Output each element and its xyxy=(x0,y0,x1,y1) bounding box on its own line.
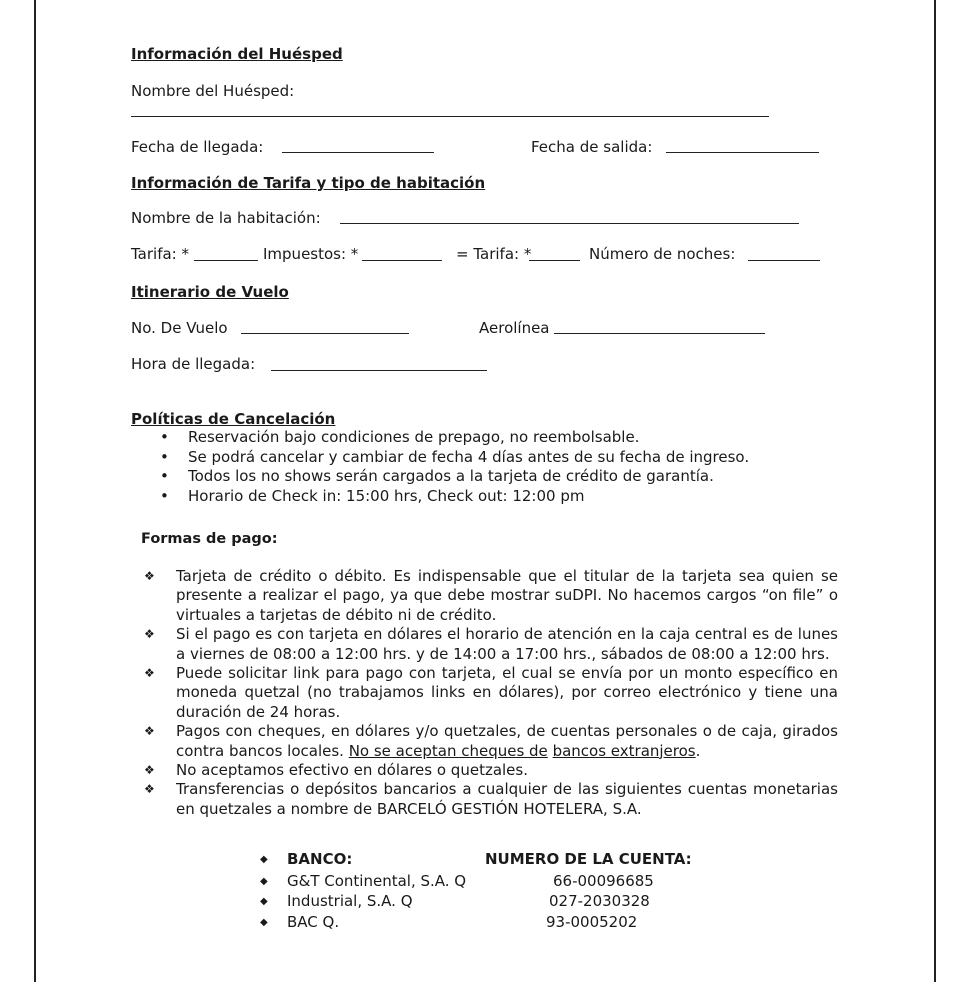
noches-label: Número de noches: xyxy=(589,245,736,263)
account-number: 027-2030328 xyxy=(549,892,650,910)
tarifa-label: Tarifa: * xyxy=(131,245,190,263)
list-item: • Horario de Check in: 15:00 hrs, Check out: 12:00 pm xyxy=(158,487,749,507)
checks-notice-2: bancos extranjeros xyxy=(552,741,696,760)
guest-name-label: Nombre del Huésped: xyxy=(131,82,295,100)
arrival-time-line[interactable] xyxy=(271,370,487,371)
impuestos-line[interactable] xyxy=(362,260,442,261)
airline-label: Aerolínea xyxy=(479,319,550,337)
flight-number-line[interactable] xyxy=(241,333,409,334)
bank-name: Industrial, S.A. Q xyxy=(287,892,413,910)
noches-line[interactable] xyxy=(748,260,820,261)
account-number: 66-00096685 xyxy=(553,872,654,890)
list-item: ❖ Transferencias o depósitos bancarios a cualquier de las siguientes cuentas monetarias en quetzales a nombre de BARCELÓ GESTIÓN HOTELERA, S.A. xyxy=(144,780,838,819)
airline-line[interactable] xyxy=(554,333,765,334)
payment-list xyxy=(144,567,838,819)
guest-name-line[interactable] xyxy=(131,116,769,117)
payment-heading: Formas de pago: xyxy=(141,531,278,547)
checks-text: Pagos con cheques, en dólares y/o quetzales, de cuentas personales o de caja, girados contra bancos locales. xyxy=(176,722,838,760)
list-item xyxy=(144,722,838,761)
bank-name: BAC Q. xyxy=(287,913,340,931)
checks-notice-1: No se aceptan cheques de xyxy=(348,741,548,760)
arrival-date-line[interactable] xyxy=(282,152,434,153)
diamond-bullet-icon: ◆ xyxy=(260,917,268,928)
diamond-bullet-icon: ◆ xyxy=(260,854,268,865)
bank-name: G&T Continental, S.A. Q xyxy=(287,872,467,890)
cancellation-list xyxy=(158,428,749,506)
diamond-bullet-icon: ◆ xyxy=(260,876,268,887)
diamond-bullet-icon: ◆ xyxy=(260,896,268,907)
cancellation-heading: Políticas de Cancelación xyxy=(131,410,336,428)
flight-number-label: No. De Vuelo xyxy=(131,319,228,337)
list-item: • Todos los no shows serán cargados a la tarjeta de crédito de garantía. xyxy=(158,467,749,487)
list-item: • Se podrá cancelar y cambiar de fecha 4 días antes de su fecha de ingreso. xyxy=(158,448,749,468)
guest-heading: Información del Huésped xyxy=(131,45,343,63)
total-tarifa-line[interactable] xyxy=(529,260,580,261)
room-name-label: Nombre de la habitación: xyxy=(131,209,321,227)
rate-heading: Información de Tarifa y tipo de habitación xyxy=(131,174,486,192)
list-item: ❖ Tarjeta de crédito o débito. Es indispensable que el titular de la tarjeta sea quien se presente a realizar el pago, ya que debe mostrar suDPI. No hacemos cargos “on file” o virtuales a tarjetas de débito ni de crédito. xyxy=(144,567,838,625)
arrival-time-label: Hora de llegada: xyxy=(131,355,256,373)
departure-date-line[interactable] xyxy=(666,152,819,153)
account-number: 93-0005202 xyxy=(546,913,638,931)
checks-period: . xyxy=(695,741,701,760)
flight-heading: Itinerario de Vuelo xyxy=(131,283,289,301)
tarifa-line[interactable] xyxy=(194,260,258,261)
arrival-date-label: Fecha de llegada: xyxy=(131,138,264,156)
list-item: ❖ No aceptamos efectivo en dólares o quetzales. xyxy=(144,761,838,780)
departure-date-label: Fecha de salida: xyxy=(531,138,653,156)
bank-header: BANCO: xyxy=(287,850,353,868)
list-item: • Reservación bajo condiciones de prepago, no reembolsable. xyxy=(158,428,749,448)
list-item: ❖ Si el pago es con tarjeta en dólares el horario de atención en la caja central es de lunes a viernes de 08:00 a 12:00 hrs. y de 14:00 a 17:00 hrs., sábados de 08:00 a 12:00 hrs. xyxy=(144,625,838,664)
list-item: ❖ Puede solicitar link para pago con tarjeta, el cual se envía por un monto específico en moneda quetzal (no trabajamos links en dólares), por correo electrónico y tiene una duración de 24 horas. xyxy=(144,664,838,722)
total-tarifa-label: = Tarifa: * xyxy=(456,245,532,263)
room-name-line[interactable] xyxy=(340,223,799,224)
impuestos-label: Impuestos: * xyxy=(263,245,359,263)
account-header: NUMERO DE LA CUENTA: xyxy=(485,850,692,868)
